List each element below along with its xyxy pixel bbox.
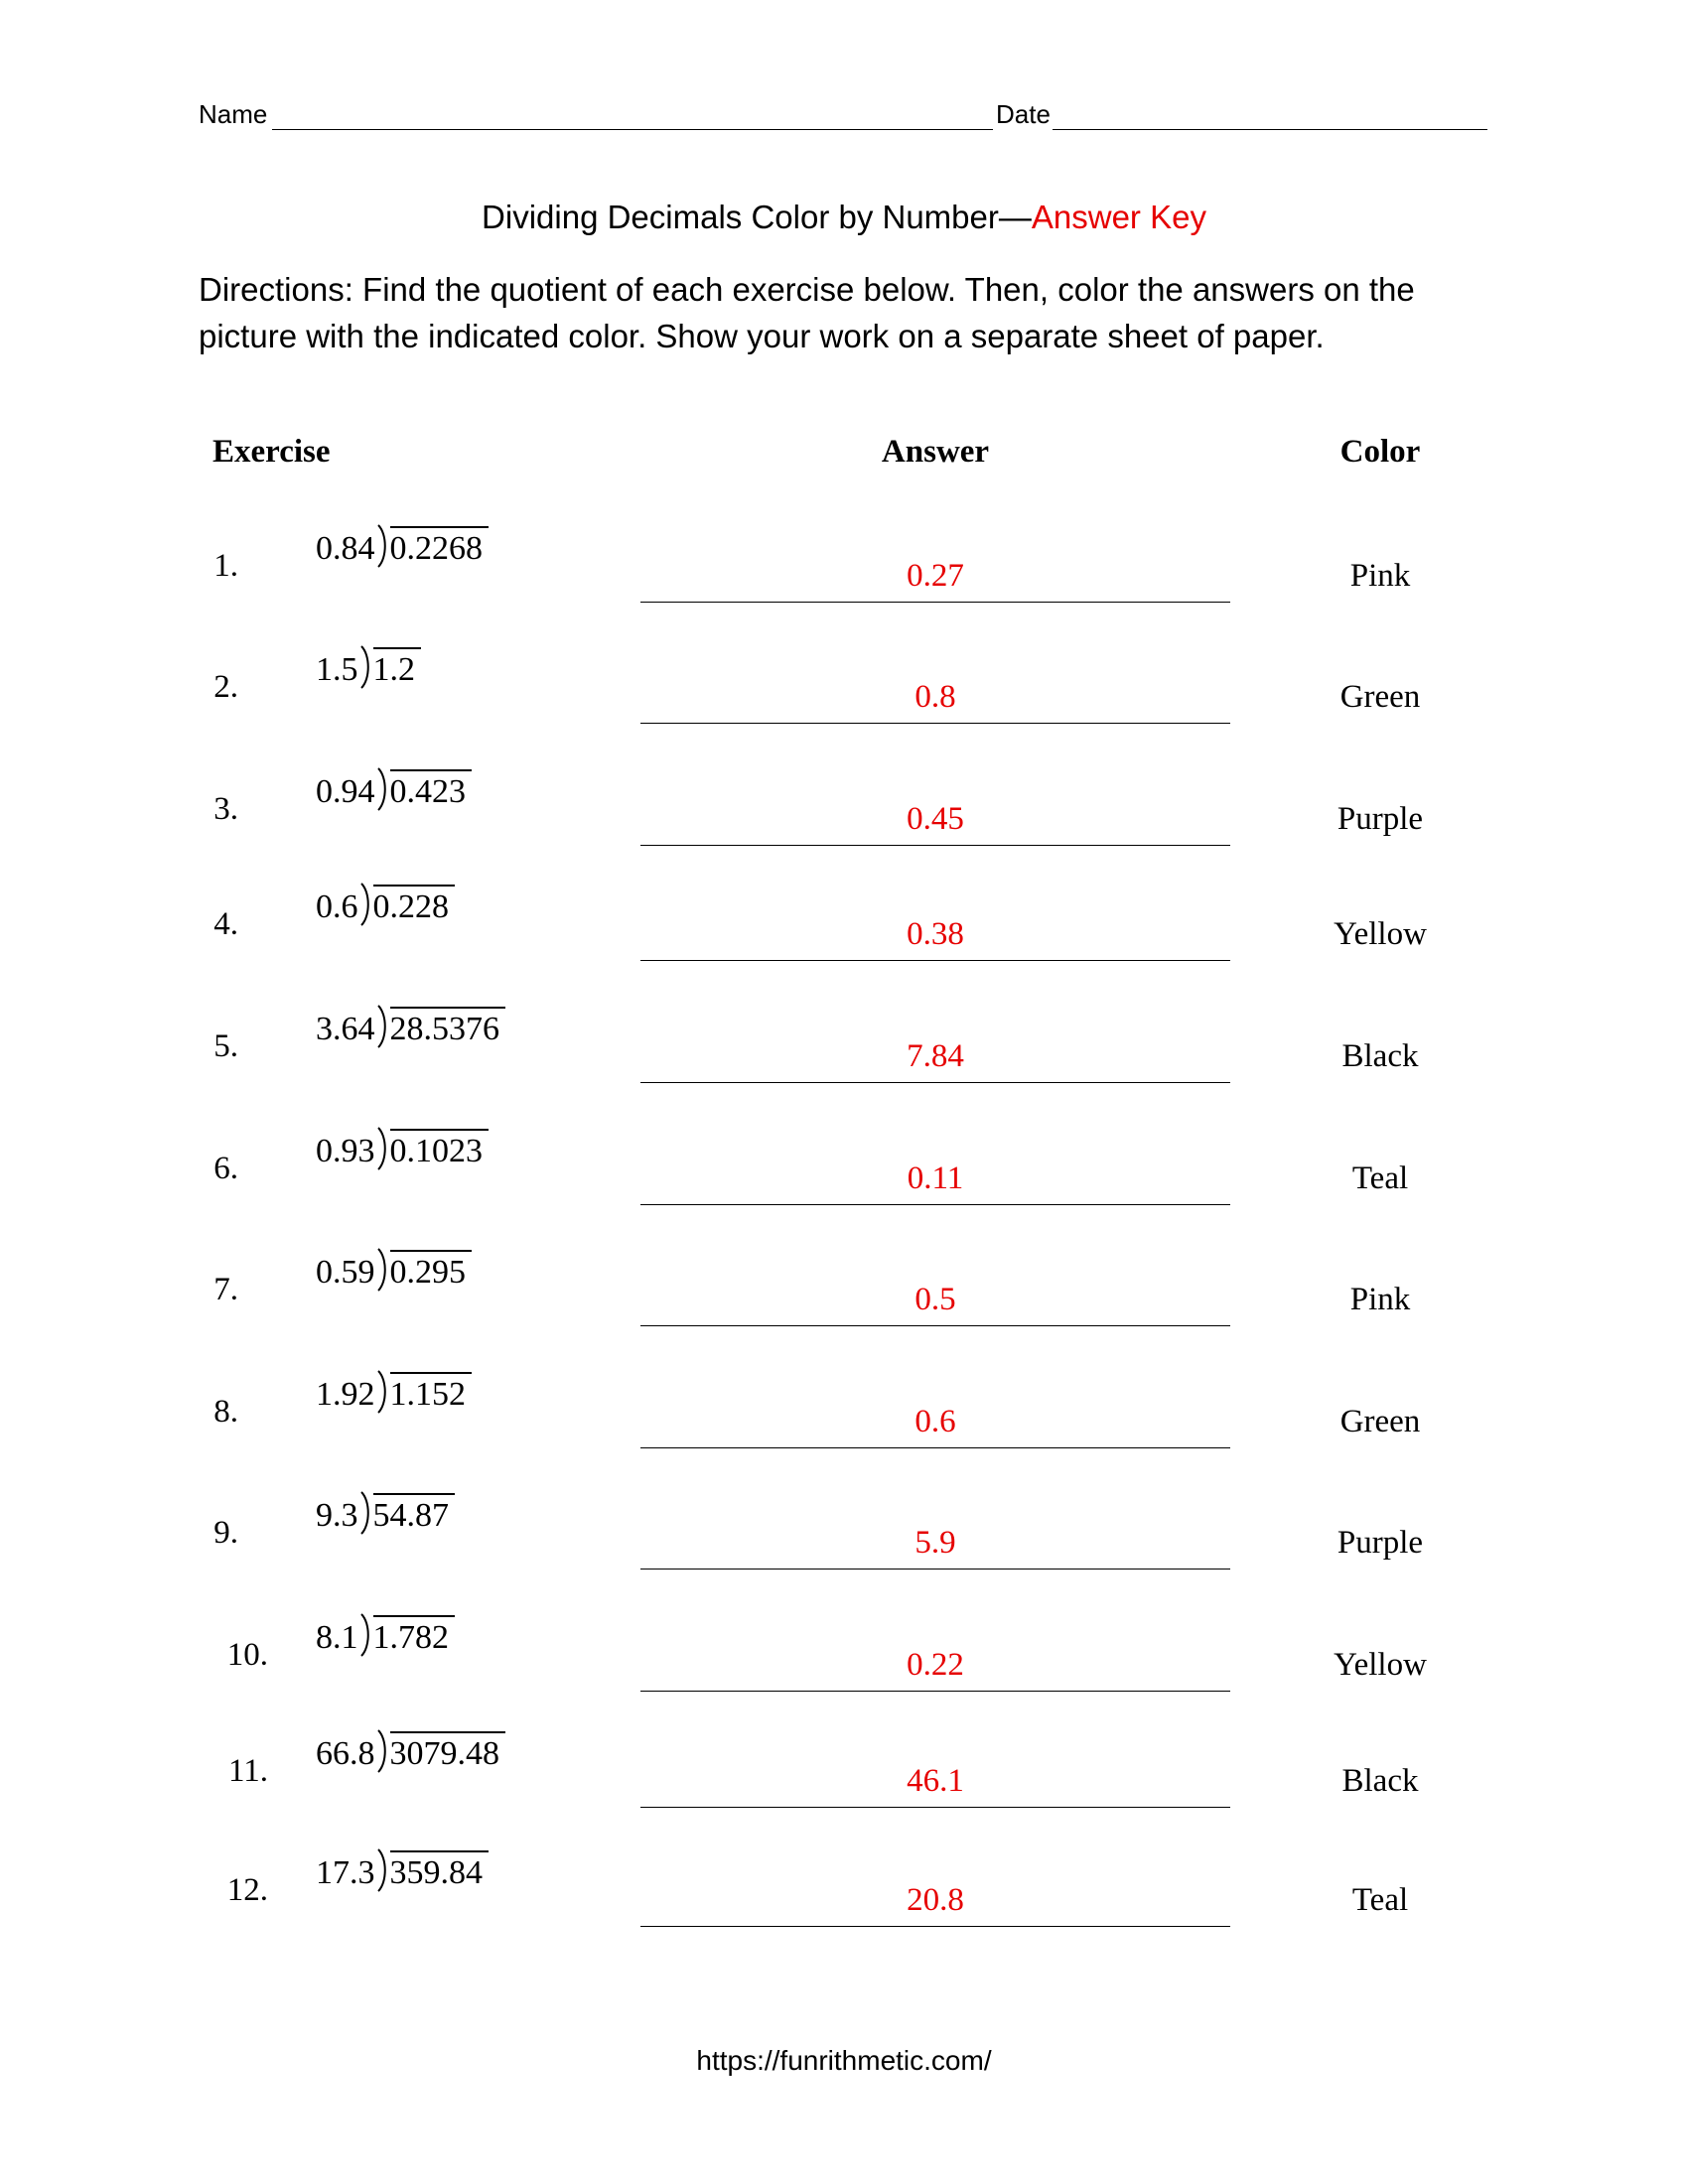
color-label: Black [1341,1763,1419,1799]
dividend: 1.782 [373,1615,456,1657]
answer-line[interactable] [640,602,1230,603]
exercise-number: 3. [213,791,238,827]
long-division-bracket-icon [359,645,373,689]
color-label: Yellow [1334,916,1427,952]
long-division-bracket-icon [376,1848,390,1892]
long-division-bracket-icon [376,767,390,811]
division-problem [316,1848,489,1892]
exercise-number: 1. [213,548,238,584]
title-answer-key: Answer Key [1031,199,1206,235]
answer-line[interactable] [640,1691,1230,1692]
exercise-number: 8. [213,1394,238,1430]
division-problem [316,883,455,926]
answer-value: 0.11 [907,1160,964,1196]
color-label: Green [1339,679,1421,715]
long-division-bracket-icon [376,1370,390,1414]
page-title [0,199,1688,236]
answer-value: 0.45 [907,801,964,837]
divisor: 66.8 [316,1735,375,1772]
division-problem [316,524,489,568]
divisor: 17.3 [316,1854,375,1891]
answer-value: 5.9 [914,1525,956,1561]
answer-line[interactable] [640,1926,1230,1927]
exercise-number: 11. [227,1753,268,1789]
date-label: Date [996,99,1051,129]
long-division-bracket-icon [359,883,373,926]
color-label: Black [1341,1038,1419,1074]
division-problem [316,1248,472,1292]
color-label: Purple [1336,801,1424,837]
long-division-bracket-icon [376,1729,390,1773]
dividend: 0.423 [390,769,473,811]
color-label: Yellow [1334,1647,1427,1683]
answer-value: 0.22 [907,1647,964,1683]
exercise-number: 7. [213,1272,238,1307]
division-problem [316,1370,472,1414]
long-division-bracket-icon [359,1613,373,1657]
divisor: 0.59 [316,1254,375,1291]
divisor: 0.94 [316,773,375,810]
divisor: 8.1 [316,1619,358,1656]
color-label: Teal [1351,1160,1409,1196]
answer-line[interactable] [640,1447,1230,1448]
answer-value: 46.1 [907,1763,964,1799]
exercise-column-header: Exercise [212,434,331,470]
divisor: 3.64 [316,1011,375,1047]
answer-value: 0.8 [914,679,956,715]
exercise-number: 9. [213,1515,238,1551]
dividend: 0.1023 [390,1129,490,1170]
exercise-number: 2. [213,669,238,705]
division-problem [316,1127,489,1170]
answer-line[interactable] [640,723,1230,724]
exercise-number: 4. [213,906,238,942]
answer-line[interactable] [640,1082,1230,1083]
color-column-header: Color [1339,434,1421,470]
dividend: 1.152 [390,1372,473,1414]
dividend: 359.84 [390,1850,490,1892]
long-division-bracket-icon [376,1127,390,1170]
answer-value: 0.38 [907,916,964,952]
dividend: 28.5376 [390,1007,506,1048]
color-label: Purple [1336,1525,1424,1561]
long-division-bracket-icon [376,1005,390,1048]
title-main: Dividing Decimals Color by Number— [482,199,1032,235]
divisor: 0.93 [316,1133,375,1169]
answer-value: 0.5 [914,1282,956,1317]
answer-value: 0.6 [914,1404,956,1439]
division-problem [316,645,421,689]
long-division-bracket-icon [376,524,390,568]
division-problem [316,1005,505,1048]
dividend: 1.2 [373,647,422,689]
color-label: Teal [1351,1882,1409,1918]
divisor: 1.5 [316,651,358,688]
name-label: Name [199,99,268,129]
answer-line[interactable] [640,960,1230,961]
division-problem [316,1491,455,1535]
name-field-line[interactable] [272,129,993,130]
dividend: 0.2268 [390,526,490,568]
answer-column-header: Answer [881,434,990,470]
answer-value: 0.27 [907,558,964,594]
color-label: Green [1339,1404,1421,1439]
exercise-number: 12. [226,1872,268,1908]
division-problem [316,767,472,811]
dividend: 3079.48 [390,1731,506,1773]
directions-text: Directions: Find the quotient of each exercise below. Then, color the answers on the picture with the indicated color. Show your work on a separate sheet of paper. [199,271,1415,354]
exercise-number: 6. [213,1151,238,1186]
footer-url: https://funrithmetic.com/ [696,2045,992,2076]
answer-line[interactable] [640,845,1230,846]
dividend: 54.87 [373,1493,456,1535]
long-division-bracket-icon [359,1491,373,1535]
long-division-bracket-icon [376,1248,390,1292]
divisor: 0.84 [316,530,375,567]
dividend: 0.295 [390,1250,473,1292]
dividend: 0.228 [373,885,456,926]
answer-value: 20.8 [907,1882,964,1918]
color-label: Pink [1349,558,1411,594]
division-problem [316,1729,505,1773]
color-label: Pink [1349,1282,1411,1317]
exercise-number: 5. [213,1028,238,1064]
answer-line[interactable] [640,1807,1230,1808]
answer-value: 7.84 [907,1038,964,1074]
answer-line[interactable] [640,1325,1230,1326]
answer-line[interactable] [640,1204,1230,1205]
divisor: 1.92 [316,1376,375,1413]
exercise-number: 10. [226,1637,268,1673]
divisor: 9.3 [316,1497,358,1534]
division-problem [316,1613,455,1657]
divisor: 0.6 [316,888,358,925]
date-field-line[interactable] [1053,129,1487,130]
answer-line[interactable] [640,1569,1230,1570]
